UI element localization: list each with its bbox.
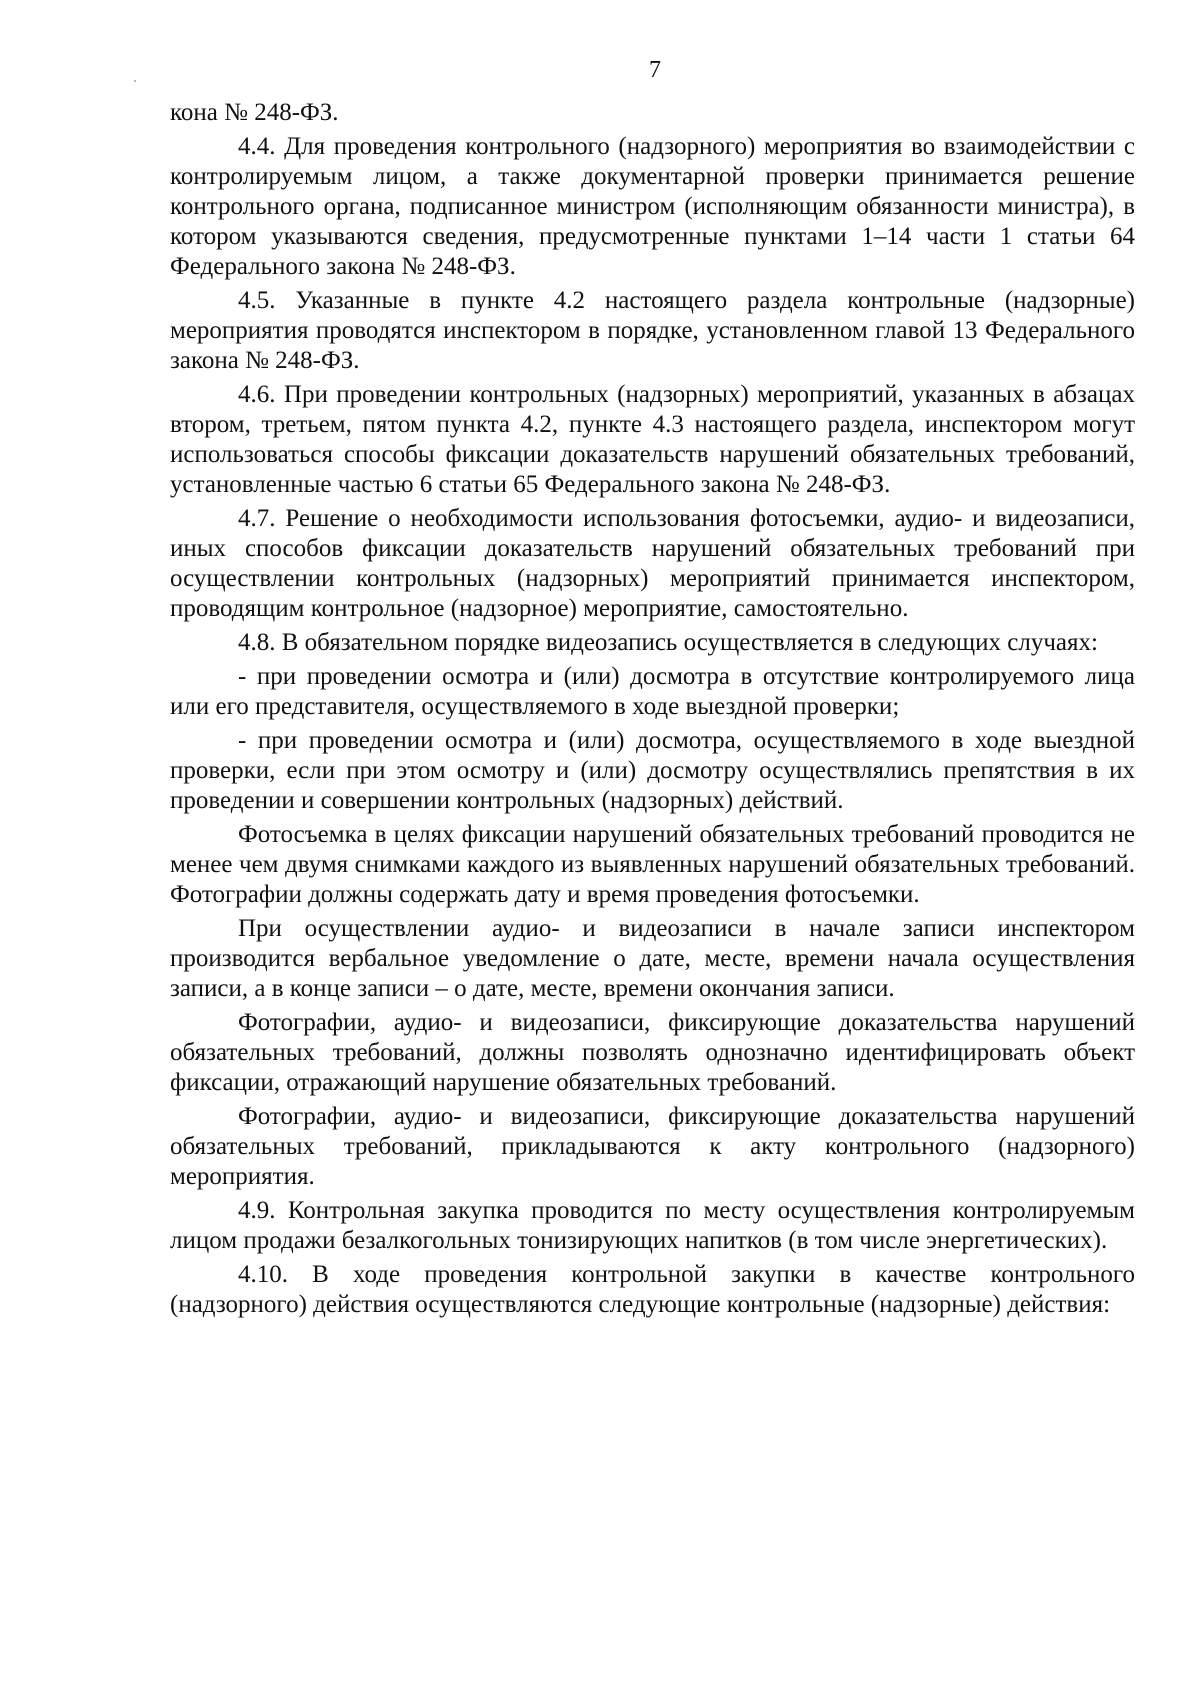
- paragraph: При осуществлении аудио- и видеозаписи в начале записи инспектором производится вербальное уведомление о дате, месте, времени начала осуществления записи, а в конце записи – о дате, месте, времени окончания записи.: [170, 915, 1135, 1002]
- paragraph: - при проведении осмотра и (или) досмотра в отсутствие контролируемого лица или его представителя, осуществляемого в ходе выездной проверки;: [170, 663, 1135, 720]
- paragraph: 4.6. При проведении контрольных (надзорных) мероприятий, указанных в абзацах втором, третьем, пятом пункта 4.2, пункте 4.3 настоящего раздела, инспектором могут использоваться способы фиксации доказательств нарушений обязательных требований, установленные частью 6 статьи 65 Федерального закона № 248-ФЗ.: [170, 381, 1135, 498]
- paragraph: 4.4. Для проведения контрольного (надзорного) мероприятия во взаимодействии с контролируемым лицом, а также документарной проверки принимается решение контрольного органа, подписанное министром (исполняющим обязанности министра), в котором указываются сведения, предусмотренные пунктами 1–14 части 1 статьи 64 Федерального закона № 248-ФЗ.: [170, 133, 1135, 280]
- paragraph: Фотосъемка в целях фиксации нарушений обязательных требований проводится не менее чем двумя снимками каждого из выявленных нарушений обязательных требований. Фотографии должны содержать дату и время проведения фотосъемки.: [170, 821, 1135, 908]
- document-body: [170, 98, 1135, 1324]
- paragraph: 4.10. В ходе проведения контрольной закупки в качестве контрольного (надзорного) действия осуществляются следующие контрольные (надзорные) действия:: [170, 1261, 1135, 1318]
- paragraph: 4.9. Контрольная закупка проводится по месту осуществления контролируемым лицом продажи безалкогольных тонизирующих напитков (в том числе энергетических).: [170, 1197, 1135, 1254]
- paragraph: Фотографии, аудио- и видеозаписи, фиксирующие доказательства нарушений обязательных требований, должны позволять однозначно идентифицировать объект фиксации, отражающий нарушение обязательных требований.: [170, 1009, 1135, 1096]
- paragraph: Фотографии, аудио- и видеозаписи, фиксирующие доказательства нарушений обязательных требований, прикладываются к акту контрольного (надзорного) мероприятия.: [170, 1103, 1135, 1190]
- page-number: 7: [649, 57, 661, 83]
- paragraph: 4.8. В обязательном порядке видеозапись осуществляется в следующих случаях:: [238, 629, 1098, 656]
- paragraph: - при проведении осмотра и (или) досмотра, осуществляемого в ходе выездной проверки, если при этом осмотру и (или) досмотру осуществлялись препятствия в их проведении и совершении контрольных (надзорных) действий.: [170, 727, 1135, 814]
- paragraph: кона № 248-ФЗ.: [170, 99, 339, 126]
- paragraph: 4.7. Решение о необходимости использования фотосъемки, аудио- и видеозаписи, иных способов фиксации доказательств нарушений обязательных требований при осуществлении контрольных (надзорных) мероприятий принимается инспектором, проводящим контрольное (надзорное) мероприятие, самостоятельно.: [170, 505, 1135, 622]
- paragraph: 4.5. Указанные в пункте 4.2 настоящего раздела контрольные (надзорные) мероприятия проводятся инспектором в порядке, установленном главой 13 Федерального закона № 248-ФЗ.: [170, 287, 1135, 374]
